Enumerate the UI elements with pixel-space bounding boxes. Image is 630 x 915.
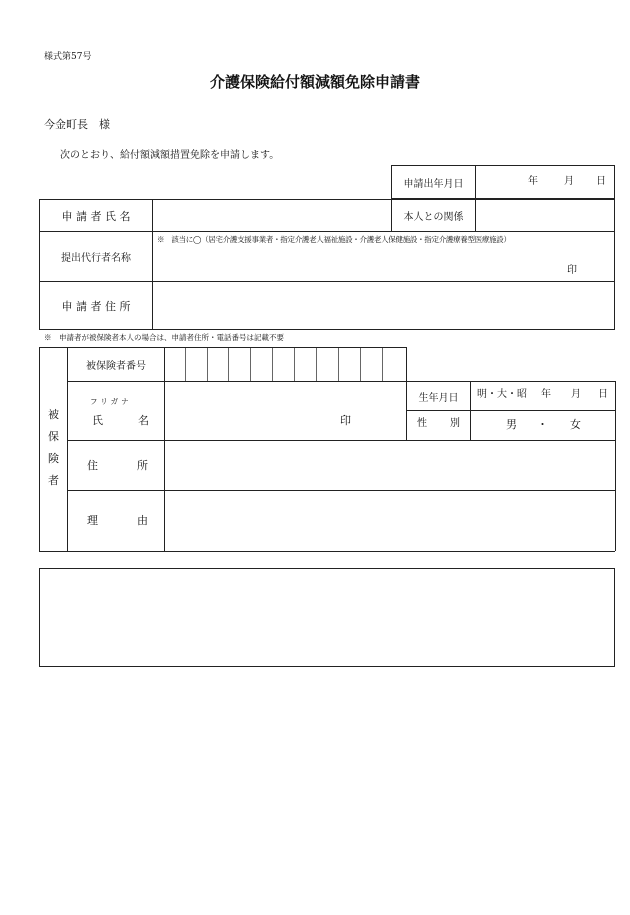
birth-month: 月 — [571, 389, 581, 400]
proxy-name-field[interactable] — [153, 248, 553, 280]
insured-side-label — [40, 404, 67, 492]
date-month: 月 — [564, 176, 574, 187]
relationship-label: 本人との関係 — [403, 212, 464, 223]
birthdate-label: 生年月日 — [418, 392, 459, 404]
reason-field[interactable] — [165, 491, 614, 551]
reason-label-1: 理 — [87, 514, 98, 527]
insured-side-char: 保 — [48, 430, 59, 443]
date-year: 年 — [528, 176, 538, 187]
sex-label-2: 別 — [450, 418, 460, 429]
birth-year: 年 — [541, 389, 551, 400]
relationship-field[interactable] — [476, 200, 614, 231]
furigana-label: フリガナ — [90, 397, 132, 406]
proxy-seal-mark: 印 — [567, 265, 577, 276]
address-label-2: 所 — [137, 459, 148, 472]
proxy-label: 提出代行者名称 — [61, 253, 131, 264]
insured-side-char: 険 — [48, 452, 59, 465]
sex-separator: ・ — [537, 418, 548, 431]
insured-seal-mark: 印 — [340, 414, 351, 427]
proxy-note: ※ 該当に◯（居宅介護支援事業者・指定介護老人福祉施設・介護老人保健施設・指定介護療養型医療施設） — [157, 235, 511, 244]
addressee: 今金町長 様 — [44, 118, 110, 131]
applicant-name-label: 申 請 者 氏 名 — [61, 209, 131, 223]
insured-side-char: 者 — [48, 474, 59, 487]
applicant-address-label: 申 請 者 住 所 — [61, 299, 131, 313]
insured-name-field[interactable] — [165, 382, 406, 440]
reason-label-2: 由 — [137, 514, 148, 527]
intro-text: 次のとおり、給付額減額措置免除を申請します。 — [60, 150, 280, 161]
applicant-name-field[interactable] — [153, 200, 391, 231]
office-use-box[interactable] — [39, 568, 615, 667]
sex-option-female[interactable]: 女 — [570, 418, 581, 431]
insured-address-field[interactable] — [165, 441, 614, 490]
birth-day: 日 — [598, 389, 608, 400]
form-number: 様式第57号 — [44, 52, 92, 62]
insured-side-char: 被 — [48, 408, 59, 421]
name-label-2: 名 — [138, 414, 149, 427]
application-date-label: 申請出年月日 — [403, 178, 464, 190]
name-label-1: 氏 — [92, 414, 103, 427]
insured-number-field[interactable] — [165, 348, 406, 381]
insured-number-label: 被保険者番号 — [86, 361, 146, 372]
sex-label-1: 性 — [417, 418, 427, 429]
address-label-1: 住 — [87, 459, 98, 472]
application-date-field[interactable] — [476, 166, 614, 198]
applicant-address-field[interactable] — [153, 282, 614, 329]
date-day: 日 — [596, 176, 606, 187]
page-title: 介護保険給付額減額免除申請書 — [209, 73, 420, 91]
era-options: 明・大・昭 — [477, 389, 527, 400]
footnote: ※ 申請者が被保険者本人の場合は、申請者住所・電話番号は記載不要 — [44, 333, 284, 342]
sex-option-male[interactable]: 男 — [506, 418, 517, 431]
